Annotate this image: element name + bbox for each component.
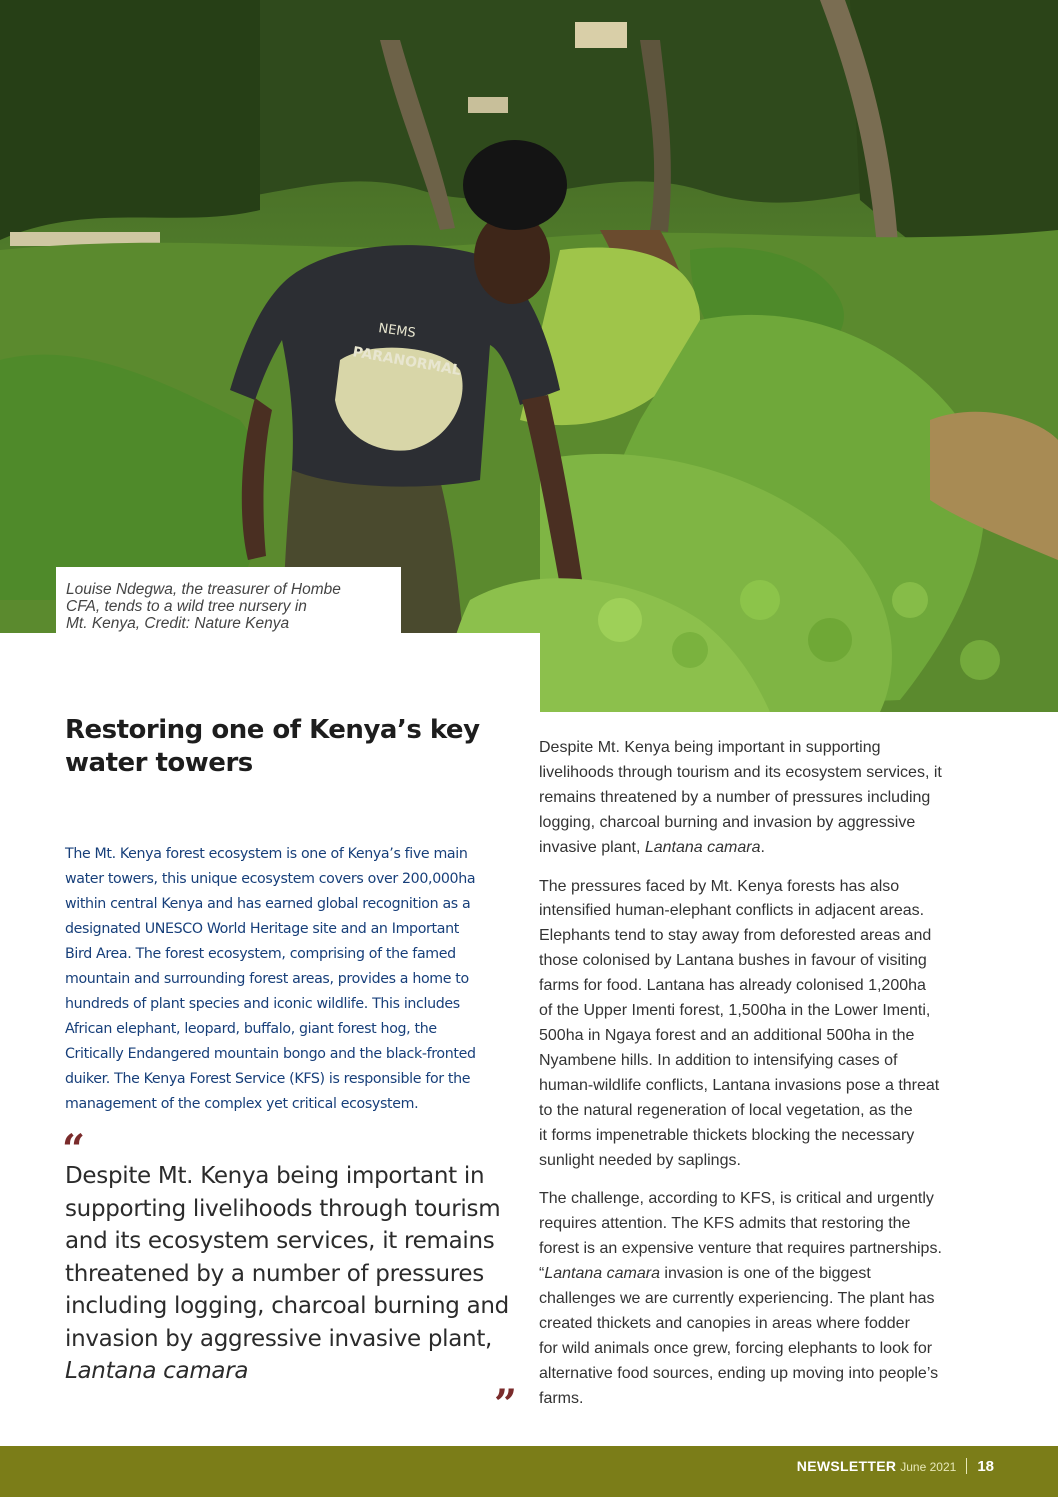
body-column <box>539 736 1009 1426</box>
species-name: Lantana camara <box>65 1358 249 1384</box>
shirt-text-line-1: NEMS <box>377 321 417 342</box>
body-line: farms for food. Lantana has already colonised 1,200ha <box>539 977 926 995</box>
beehive <box>575 22 627 48</box>
footer-info <box>797 1455 994 1475</box>
caption-line: Mt. Kenya, Credit: Nature Kenya <box>66 615 290 632</box>
body-line: The challenge, according to KFS, is critical and urgently <box>539 1190 934 1208</box>
body-line: Nyambene hills. In addition to intensifying cases of <box>539 1051 898 1069</box>
pull-quote-line: Despite Mt. Kenya being important in <box>65 1163 485 1189</box>
body-line: of the Upper Imenti forest, 1,500ha in the Lower Imenti, <box>539 1002 931 1020</box>
body-line: those colonised by Lantana bushes in favour of visiting <box>539 952 927 970</box>
body-line: livelihoods through tourism and its ecosystem services, it <box>539 763 942 781</box>
leaf <box>672 632 708 668</box>
pull-quote-line: invasion by aggressive invasive plant, <box>65 1325 493 1352</box>
body-line: challenges we are currently experiencing. The plant has <box>539 1290 935 1308</box>
open-quote-mark: “ <box>62 1126 86 1173</box>
pull-quote-line <box>65 1355 525 1388</box>
leaf <box>892 582 928 618</box>
body-line: for wild animals once grew, forcing elephants to look for <box>539 1339 933 1357</box>
body-line: remains threatened by a number of pressures including <box>539 788 931 806</box>
intro-line: management of the complex yet critical ecosystem. <box>65 1096 419 1112</box>
photo-caption <box>56 567 401 633</box>
body-line: to the natural regeneration of local vegetation, as the <box>539 1101 913 1119</box>
pull-quote-line: and its ecosystem services, it remains <box>65 1228 495 1254</box>
body-line: forest is an expensive venture that requires partnerships. <box>539 1240 942 1258</box>
body-line: human-wildlife conflicts, Lantana invasions pose a threat <box>539 1076 940 1094</box>
caption-line: CFA, tends to a wild tree nursery in <box>66 598 307 615</box>
body-line: Elephants tend to stay away from deforested areas and <box>539 927 932 945</box>
leaf <box>808 618 852 662</box>
newsletter-label: NEWSLETTER <box>796 1458 897 1474</box>
intro-line: designated UNESCO World Heritage site and an Important <box>65 921 459 937</box>
caption-line: Louise Ndegwa, the treasurer of Hombe <box>66 581 341 598</box>
beehive <box>468 97 508 113</box>
body-line <box>539 836 1009 861</box>
intro-line: The Mt. Kenya forest ecosystem is one of Kenya’s five main <box>65 846 468 862</box>
intro-line: duiker. The Kenya Forest Service (KFS) is responsible for the <box>65 1071 471 1087</box>
paragraph-3 <box>539 1187 1009 1411</box>
shirt-text-line-2: PARANORMAL <box>351 344 462 379</box>
body-line: alternative food sources, ending up moving into people’s <box>539 1364 939 1382</box>
leaf <box>598 598 642 642</box>
photo-cutout <box>0 633 540 713</box>
body-line: created thickets and canopies in areas where fodder <box>539 1314 910 1332</box>
pull-quote-line: supporting livelihoods through tourism <box>65 1195 501 1222</box>
body-line: requires attention. The KFS admits that restoring the <box>539 1215 911 1233</box>
pull-quote-line: threatened by a number of pressures <box>65 1260 484 1287</box>
person-hair <box>463 140 567 230</box>
species-name: Lantana camara <box>544 1265 660 1283</box>
body-text: invasion is one of the biggest <box>659 1265 871 1283</box>
issue-date: June 2021 <box>900 1460 957 1474</box>
body-text: invasive plant, <box>539 838 645 856</box>
body-line: farms. <box>539 1389 584 1407</box>
body-line: 500ha in Ngaya forest and an additional 500ha in the <box>539 1026 915 1044</box>
intro-paragraph <box>65 842 525 1117</box>
body-line: logging, charcoal burning and invasion by aggressive <box>539 813 916 831</box>
canopy-left <box>0 0 260 240</box>
paragraph-2 <box>539 875 1009 1174</box>
body-line: Despite Mt. Kenya being important in supporting <box>539 739 881 756</box>
intro-line: Bird Area. The forest ecosystem, comprising of the famed <box>65 946 456 962</box>
page-number: 18 <box>977 1458 994 1475</box>
leaf <box>740 580 780 620</box>
body-line: The pressures faced by Mt. Kenya forests has also <box>539 877 900 895</box>
species-name: Lantana camara <box>644 838 761 856</box>
intro-line: African elephant, leopard, buffalo, giant forest hog, the <box>65 1021 437 1037</box>
body-line <box>539 1262 1009 1287</box>
intro-line: within central Kenya and has earned global recognition as a <box>65 896 471 912</box>
intro-line: water towers, this unique ecosystem covers over 200,000ha <box>65 871 476 887</box>
intro-line: Critically Endangered mountain bongo and the black-fronted <box>65 1046 476 1062</box>
footer-divider <box>966 1458 967 1474</box>
pull-quote <box>65 1160 525 1388</box>
close-quote-mark: ” <box>494 1381 518 1428</box>
pull-quote-line: including logging, charcoal burning and <box>65 1293 509 1319</box>
intro-line: mountain and surrounding forest areas, provides a home to <box>65 971 469 987</box>
leaf <box>960 640 1000 680</box>
headline-line: water towers <box>65 748 253 778</box>
intro-line: hundreds of plant species and iconic wildlife. This includes <box>65 996 460 1012</box>
paragraph-1 <box>539 736 1009 861</box>
body-line: intensified human-elephant conflicts in adjacent areas. <box>539 902 925 920</box>
headline-line: Restoring one of Kenya’s key <box>65 715 480 745</box>
body-text: . <box>760 838 765 856</box>
article-headline <box>65 714 495 780</box>
body-line: sunlight needed by saplings. <box>539 1151 741 1169</box>
body-text: “ <box>539 1265 545 1283</box>
body-line: it forms impenetrable thickets blocking the necessary <box>539 1126 915 1144</box>
